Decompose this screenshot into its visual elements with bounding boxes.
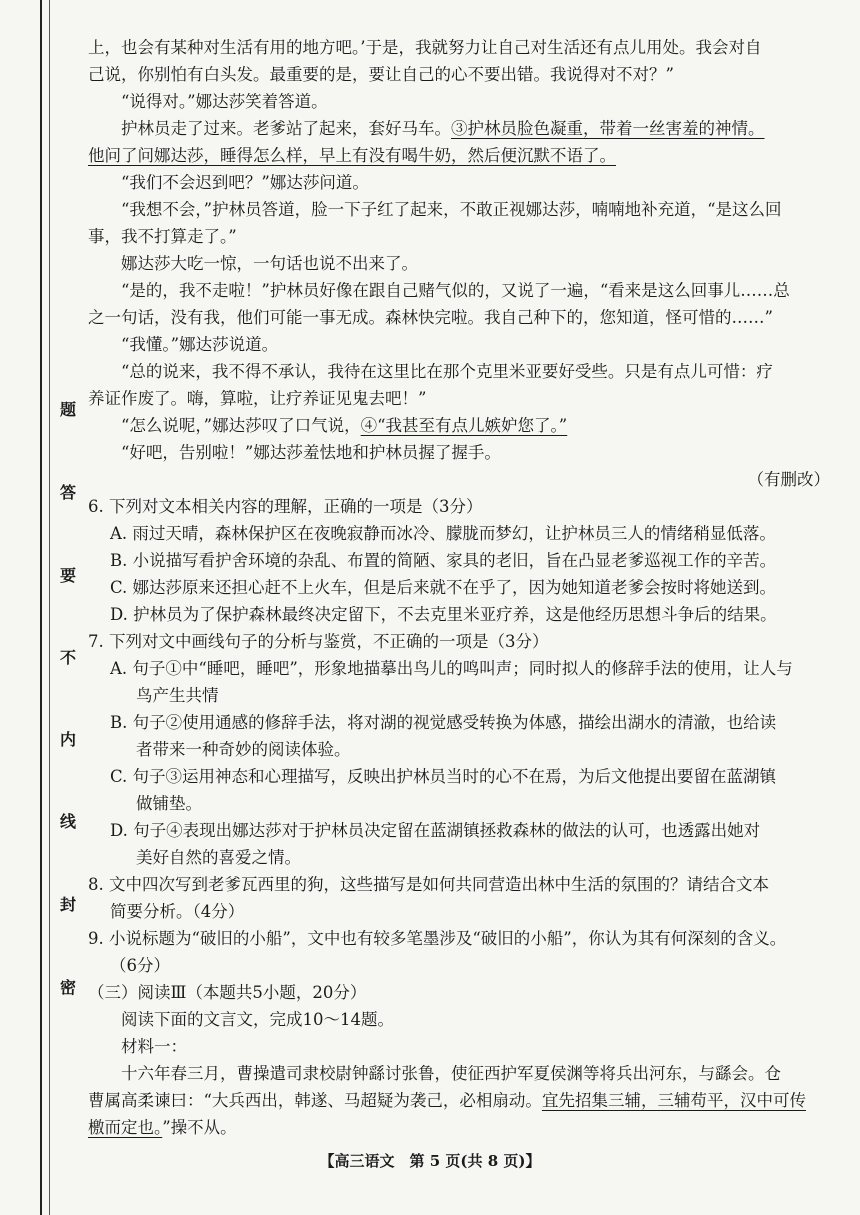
question-line: [88, 817, 830, 844]
line-text: 者带来一种奇妙的阅读体验。: [136, 740, 351, 759]
line-text: “说得对。”娜达莎笑着答道。: [121, 92, 328, 111]
question-line: [88, 574, 830, 601]
line-text: “是的，我不走啦！”护林员好像在跟自己赌气似的，又说了一遍，“看来是这么回事儿……总: [121, 281, 790, 300]
underlined-sentence: ③护林员脸色凝重，带着一丝害羞的神情。: [451, 119, 765, 138]
question-line: [88, 898, 830, 925]
question-line: [88, 790, 830, 817]
margin-char: 线: [59, 812, 76, 831]
question-line: [88, 493, 830, 520]
question-line: [88, 655, 830, 682]
story-line: [88, 196, 830, 223]
line-text: （三）阅读Ⅲ（本题共5小题，20分）: [88, 983, 367, 1002]
question-line: [88, 844, 830, 871]
line-text: 养证作废了。嗨，算啦，让疗养证见鬼去吧！”: [88, 389, 427, 408]
line-text: 简要分析。（4分）: [110, 902, 245, 921]
question-line: [88, 682, 830, 709]
line-text: （6分）: [110, 956, 170, 975]
line-text: “我懂。”娜达莎说道。: [121, 335, 279, 354]
question-line: [88, 1033, 830, 1060]
question-line: [88, 520, 830, 547]
story-line: [88, 358, 830, 385]
line-text: “怎么说呢，”娜达莎叹了口气说，: [121, 416, 361, 435]
line-text: “我想不会，”护林员答道，脸一下子红了起来，不敢正视娜达莎，喃喃地补充道，“是这么回: [121, 200, 782, 219]
underlined-sentence: 檄而定也。: [88, 1118, 163, 1137]
line-text: 阅读下面的文言文，完成10～14题。: [121, 1010, 394, 1029]
line-text: 6. 下列对文本相关内容的理解，正确的一项是（3分）: [88, 497, 483, 516]
line-text: B. 小说描写看护舍环境的杂乱、布置的简陋、家具的老旧，旨在凸显老爹巡视工作的辛苦。: [110, 551, 777, 570]
line-text: 9. 小说标题为“破旧的小船”，文中也有较多笔墨涉及“破旧的小船”，你认为其有何深刻的含义。: [88, 929, 787, 948]
questions-section: [88, 493, 830, 1141]
story-line: [88, 385, 830, 412]
question-line: [88, 1087, 830, 1114]
line-text: C. 句子③运用神态和心理描写，反映出护林员当时的心不在焉，为后文他提出要留在蓝湖镇: [110, 767, 777, 786]
margin-char: 要: [59, 566, 76, 585]
margin-char: 封: [59, 895, 76, 914]
page-content: [88, 34, 830, 1141]
line-text: “我们不会迟到吧？”娜达莎问道。: [121, 173, 369, 192]
line-text: 上，也会有某种对生活有用的地方吧。’于是，我就努力让自己对生活还有点儿用处。我会对自: [88, 38, 762, 57]
question-line: [88, 628, 830, 655]
story-line: [88, 304, 830, 331]
story-line: [88, 61, 830, 88]
story-line: [88, 250, 830, 277]
line-text: （有删改）: [747, 470, 830, 489]
line-text: 8. 文中四次写到老爹瓦西里的狗，这些描写是如何共同营造出林中生活的氛围的？请结合文本: [88, 875, 769, 894]
line-text: 美好自然的喜爱之情。: [136, 848, 301, 867]
binding-line-inner: [49, 0, 50, 1215]
line-text: C. 娜达莎原来还担心赶不上火车，但是后来就不在乎了，因为她知道老爹会按时将她送到。: [110, 578, 777, 597]
story-line: [88, 331, 830, 358]
story-line: [88, 466, 830, 493]
line-text: “总的说来，我不得不承认，我待在这里比在那个克里米亚要好受些。只是有点儿可惜：疗: [121, 362, 773, 381]
margin-char: 答: [59, 483, 76, 502]
line-text: 材料一：: [121, 1037, 187, 1056]
story-line: [88, 277, 830, 304]
question-line: [88, 709, 830, 736]
question-line: [88, 952, 830, 979]
line-text: 事，我不打算走了。”: [88, 227, 237, 246]
question-line: [88, 1114, 830, 1141]
story-line: [88, 412, 830, 439]
question-line: [88, 1006, 830, 1033]
underlined-sentence: ④“我甚至有点儿嫉妒您了。”: [360, 416, 568, 435]
margin-char: 题: [59, 400, 76, 419]
line-text: A. 句子①中“睡吧，睡吧”，形象地描摹出鸟儿的鸣叫声；同时拟人的修辞手法的使用，让人与: [110, 659, 793, 678]
line-text: 鸟产生共情: [136, 686, 219, 705]
story-text: [88, 34, 830, 493]
line-text: A. 雨过天晴，森林保护区在夜晚寂静而冰冷、朦胧而梦幻，让护林员三人的情绪稍显低落。: [110, 524, 776, 543]
line-text: 7. 下列对文中画线句子的分析与鉴赏，不正确的一项是（3分）: [88, 632, 549, 651]
line-text: 之一句话，没有我，他们可能一事无成。森林快完啦。我自己种下的，您知道，怪可惜的……”: [88, 308, 773, 327]
margin-char: 内: [59, 730, 76, 749]
question-line: [88, 1060, 830, 1087]
question-line: [88, 979, 830, 1006]
page-footer: 【高三语文 第 5 页(共 8 页)】: [319, 1152, 541, 1170]
line-text: B. 句子②使用通感的修辞手法，将对湖的视觉感受转换为体感，描绘出湖水的清澈，也给读: [110, 713, 777, 732]
line-text: 护林员走了过来。老爹站了起来，套好马车。: [121, 119, 451, 138]
question-line: [88, 763, 830, 790]
line-text: 曹属高柔谏曰：“大兵西出，韩遂、马超疑为袭己，必相扇动。: [88, 1091, 542, 1110]
line-text: 十六年春三月，曹操遣司隶校尉钟繇讨张鲁，使征西护军夏侯渊等将兵出河东，与繇会。仓: [121, 1064, 781, 1083]
story-line: [88, 223, 830, 250]
story-line: [88, 169, 830, 196]
line-text: 娜达莎大吃一惊，一句话也说不出来了。: [121, 254, 418, 273]
story-line: [88, 34, 830, 61]
binding-line: [40, 0, 42, 1215]
question-line: [88, 871, 830, 898]
story-line: [88, 88, 830, 115]
line-text: D. 护林员为了保护森林最终决定留下，不去克里米亚疗养，这是他经历思想斗争后的结果。: [110, 605, 777, 624]
margin-char: 不: [59, 648, 76, 667]
underlined-sentence: 宜先招集三辅，三辅苟平，汉中可传: [541, 1091, 806, 1110]
underlined-sentence: 他问了问娜达莎，睡得怎么样，早上有没有喝牛奶，然后便沉默不语了。: [88, 146, 616, 165]
line-text: 己说，你别怕有白头发。最重要的是，要让自己的心不要出错。我说得对不对？”: [88, 65, 674, 84]
question-line: [88, 736, 830, 763]
line-text: 做铺垫。: [136, 794, 202, 813]
line-text: D. 句子④表现出娜达莎对于护林员决定留在蓝湖镇拯救森林的做法的认可，也透露出她对: [110, 821, 761, 840]
story-line: [88, 142, 830, 169]
question-line: [88, 925, 830, 952]
line-text: “好吧，告别啦！”娜达莎羞怯地和护林员握了握手。: [121, 443, 501, 462]
question-line: [88, 547, 830, 574]
line-text-tail: ”操不从。: [162, 1118, 237, 1137]
margin-char: 密: [59, 978, 76, 997]
story-line: [88, 115, 830, 142]
story-line: [88, 439, 830, 466]
question-line: [88, 601, 830, 628]
